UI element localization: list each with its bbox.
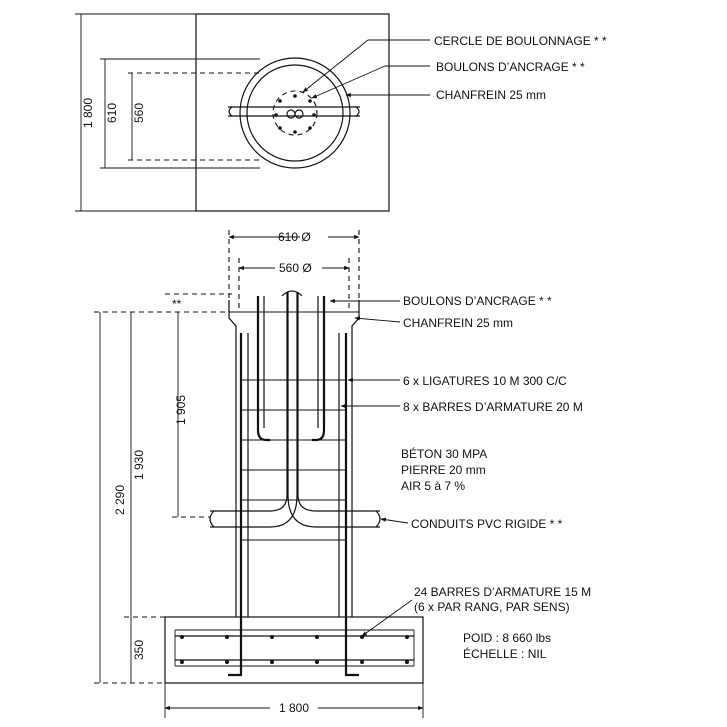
section-label-chamfer: CHANFREIN 25 mm	[403, 316, 514, 330]
plan-view	[75, 14, 607, 211]
section-label-conduits: CONDUITS PVC RIGIDE * *	[411, 517, 563, 531]
concrete-spec-1: BÉTON 30 MPA	[401, 447, 488, 461]
section-dim-560: 560 Ø	[279, 261, 312, 275]
plan-label-chamfer: CHANFREIN 25 mm	[436, 88, 547, 102]
plan-label-anchor-bolts: BOULONS D’ANCRAGE * *	[436, 60, 585, 74]
footing-bars-line2: (6 x PAR RANG, PAR SENS)	[414, 600, 570, 614]
footing-bars-line1: 24 BARRES D’ARMATURE 15 M	[414, 585, 592, 599]
section-label-ties: 6 x LIGATURES 10 M 300 C/C	[403, 374, 567, 388]
plan-dim-610: 610	[105, 102, 119, 124]
section-dim-1905: 1 905	[174, 394, 188, 426]
section-dim-1930: 1 930	[132, 449, 146, 481]
section-label-bars: 8 x BARRES D’ARMATURE 20 M	[403, 400, 583, 414]
footing-rebar	[175, 630, 414, 675]
weight-label: POID : 8 660 lbs	[463, 631, 552, 645]
section-dim-350: 350	[132, 639, 146, 661]
section-dim-double-star: **	[172, 297, 182, 311]
section-view	[94, 230, 591, 718]
section-dim-610: 610 Ø	[278, 230, 311, 244]
section-label-anchor-bolts: BOULONS D’ANCRAGE * *	[403, 294, 552, 308]
vertical-rebar	[241, 333, 346, 665]
plan-dim-1800: 1 800	[81, 97, 95, 129]
footing-outline	[165, 617, 423, 683]
section-dim-2290: 2 290	[113, 484, 127, 516]
plan-dim-560: 560	[132, 102, 146, 124]
section-dim-1800: 1 800	[278, 701, 310, 715]
anchor-bolts-section	[258, 296, 324, 440]
scale-label: ÉCHELLE : NIL	[463, 647, 547, 661]
concrete-spec-3: AIR 5 à 7 %	[401, 479, 466, 493]
concrete-spec-2: PIERRE 20 mm	[401, 463, 486, 477]
plan-footing-outline	[196, 14, 389, 211]
plan-label-bolt-circle: CERCLE DE BOULONNAGE * *	[434, 34, 607, 48]
